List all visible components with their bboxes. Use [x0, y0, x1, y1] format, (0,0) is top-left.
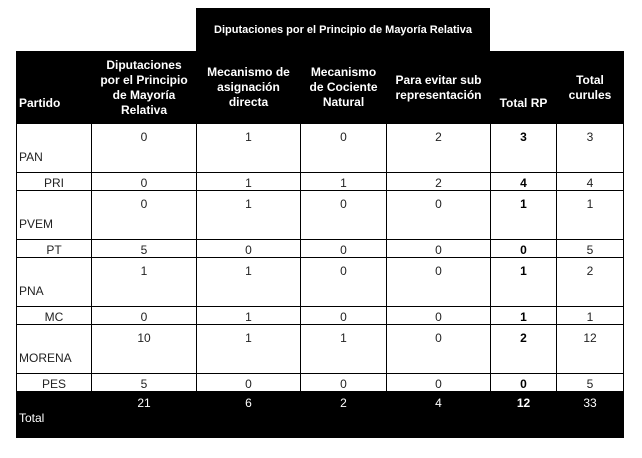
cociente-cell: 0 [301, 124, 387, 173]
table-row [17, 191, 624, 240]
total-curules-cell: 5 [557, 374, 624, 392]
party-cell: PAN [17, 124, 92, 173]
total-row [17, 392, 624, 438]
asignacion-cell: 1 [197, 191, 301, 240]
asignacion-cell: 0 [197, 374, 301, 392]
total-rp-cell: 0 [491, 374, 557, 392]
cociente-cell: 1 [301, 173, 387, 191]
total-curules-cell: 5 [557, 240, 624, 258]
total-curules-cell: 4 [557, 173, 624, 191]
party-cell: MC [17, 307, 92, 325]
table-title: Diputaciones por el Principio de Mayoría Relativa [196, 8, 490, 52]
mr-cell: 0 [92, 191, 197, 240]
total-rp-cell: 4 [491, 173, 557, 191]
header-cociente-natural: Mecanismo de Cociente Natural [301, 52, 387, 124]
total-total-rp: 12 [491, 392, 557, 438]
asignacion-cell: 1 [197, 173, 301, 191]
subrep-cell: 0 [387, 258, 491, 307]
header-row [17, 52, 624, 124]
subrep-cell: 2 [387, 124, 491, 173]
total-rp-cell: 3 [491, 124, 557, 173]
header-sub-representacion: Para evitar sub representación [387, 52, 491, 124]
table-row [17, 374, 624, 392]
total-curules-cell: 1 [557, 191, 624, 240]
mr-cell: 10 [92, 325, 197, 374]
asignacion-cell: 0 [197, 240, 301, 258]
cociente-cell: 0 [301, 191, 387, 240]
results-table [16, 51, 624, 438]
cociente-cell: 0 [301, 258, 387, 307]
asignacion-cell: 1 [197, 258, 301, 307]
subrep-cell: 0 [387, 374, 491, 392]
total-curules-cell: 1 [557, 307, 624, 325]
header-asignacion-directa: Mecanismo de asignación directa [197, 52, 301, 124]
party-cell: PVEM [17, 191, 92, 240]
mr-cell: 0 [92, 307, 197, 325]
party-cell: PT [17, 240, 92, 258]
header-total-curules: Total curules [557, 52, 624, 124]
total-cociente: 2 [301, 392, 387, 438]
table-row [17, 124, 624, 173]
mr-cell: 5 [92, 240, 197, 258]
total-curules-cell: 12 [557, 325, 624, 374]
asignacion-cell: 1 [197, 124, 301, 173]
table-row [17, 258, 624, 307]
subrep-cell: 0 [387, 191, 491, 240]
subrep-cell: 0 [387, 325, 491, 374]
total-mr: 21 [92, 392, 197, 438]
header-total-rp: Total RP [491, 52, 557, 124]
party-cell: MORENA [17, 325, 92, 374]
total-curules-cell: 2 [557, 258, 624, 307]
subrep-cell: 0 [387, 240, 491, 258]
table-body [17, 124, 624, 392]
cociente-cell: 0 [301, 307, 387, 325]
total-label: Total [17, 392, 92, 438]
total-rp-cell: 2 [491, 325, 557, 374]
cociente-cell: 0 [301, 374, 387, 392]
party-cell: PES [17, 374, 92, 392]
asignacion-cell: 1 [197, 325, 301, 374]
mr-cell: 5 [92, 374, 197, 392]
mr-cell: 0 [92, 173, 197, 191]
table-row [17, 325, 624, 374]
table-row [17, 173, 624, 191]
header-mayoria-relativa: Diputaciones por el Principio de Mayoría Relativa [92, 52, 197, 124]
total-asignacion: 6 [197, 392, 301, 438]
table-row [17, 240, 624, 258]
mr-cell: 0 [92, 124, 197, 173]
subrep-cell: 2 [387, 173, 491, 191]
party-cell: PRI [17, 173, 92, 191]
total-rp-cell: 1 [491, 191, 557, 240]
total-curules-cell: 3 [557, 124, 624, 173]
table-header [17, 52, 624, 124]
mr-cell: 1 [92, 258, 197, 307]
total-total-curules: 33 [557, 392, 624, 438]
cociente-cell: 0 [301, 240, 387, 258]
asignacion-cell: 1 [197, 307, 301, 325]
total-rp-cell: 0 [491, 240, 557, 258]
cociente-cell: 1 [301, 325, 387, 374]
total-rp-cell: 1 [491, 307, 557, 325]
table-footer [17, 392, 624, 438]
header-partido: Partido [17, 52, 92, 124]
table-row [17, 307, 624, 325]
total-rp-cell: 1 [491, 258, 557, 307]
party-cell: PNA [17, 258, 92, 307]
total-subrep: 4 [387, 392, 491, 438]
subrep-cell: 0 [387, 307, 491, 325]
